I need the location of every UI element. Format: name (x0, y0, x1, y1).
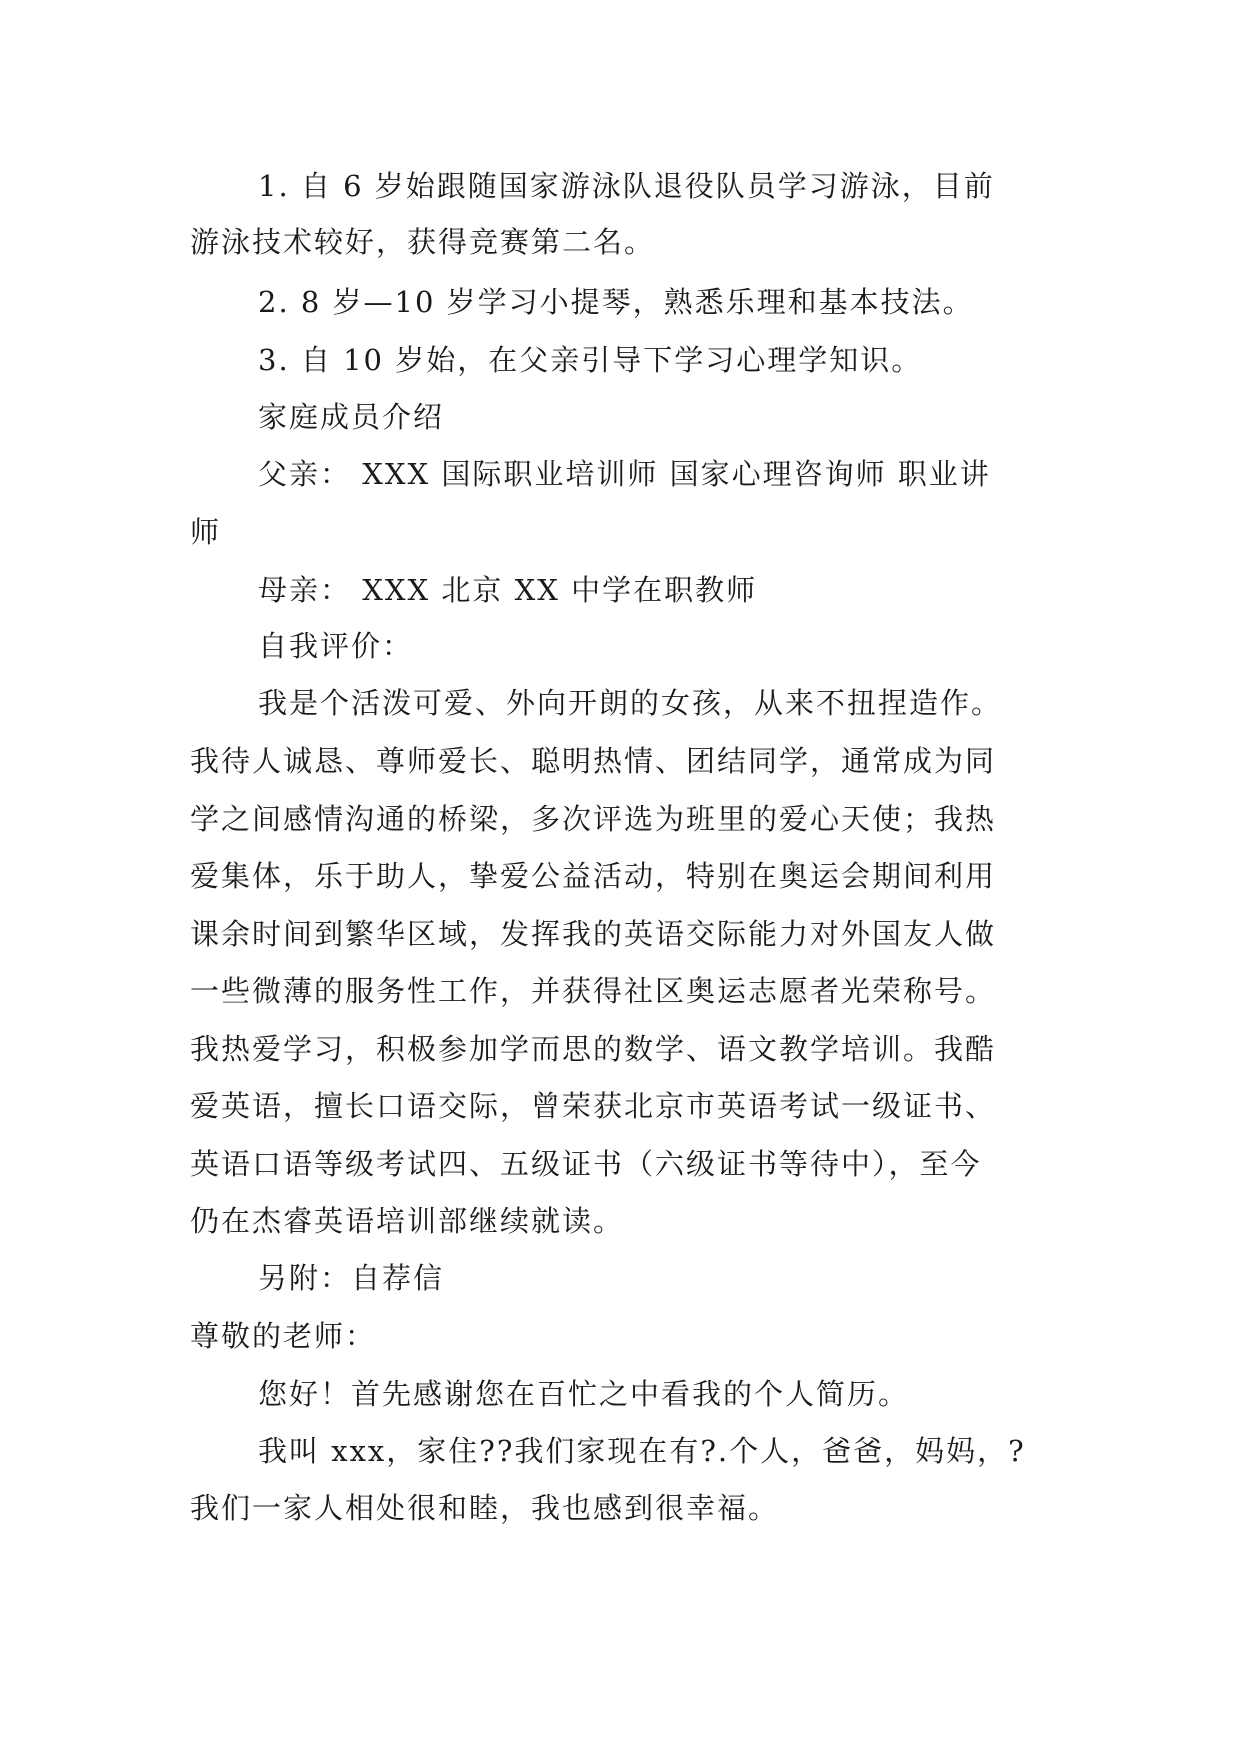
text-line-mother: 母亲： XXX 北京 XX 中学在职教师 (258, 573, 758, 607)
section-heading-family: 家庭成员介绍 (258, 400, 445, 434)
text-line-eval-9: 英语口语等级考试四、五级证书（六级证书等待中），至今 (190, 1147, 982, 1181)
text-line-1: 1. 自 6 岁始跟随国家游泳队退役队员学习游泳，目前 (258, 169, 995, 203)
text-line-eval-4: 爱集体，乐于助人，挚爱公益活动，特别在奥运会期间利用 (190, 859, 997, 893)
text-line-4: 3. 自 10 岁始，在父亲引导下学习心理学知识。 (258, 343, 923, 377)
text-line-eval-7: 我热爱学习，积极参加学而思的数学、语文教学培训。我酷 (190, 1032, 997, 1066)
letter-line-1: 您好！首先感谢您在百忙之中看我的个人简历。 (258, 1377, 910, 1411)
letter-line-3: 我们一家人相处很和睦，我也感到很幸福。 (190, 1491, 780, 1525)
letter-line-2: 我叫 xxx，家住??我们家现在有?.个人，爸爸，妈妈，? (258, 1434, 1026, 1468)
text-line-father-cont: 师 (190, 515, 222, 549)
letter-salutation: 尊敬的老师： (190, 1319, 377, 1353)
text-line-eval-6: 一些微薄的服务性工作，并获得社区奥运志愿者光荣称号。 (190, 974, 997, 1008)
text-line-2: 游泳技术较好，获得竞赛第二名。 (190, 225, 656, 259)
text-line-father: 父亲： XXX 国际职业培训师 国家心理咨询师 职业讲 (258, 457, 991, 491)
text-line-eval-2: 我待人诚恳、尊师爱长、聪明热情、团结同学，通常成为同 (190, 744, 997, 778)
text-line-eval-10: 仍在杰睿英语培训部继续就读。 (190, 1204, 625, 1238)
text-line-eval-1: 我是个活泼可爱、外向开朗的女孩，从来不扭捏造作。 (258, 686, 1003, 720)
text-line-3: 2. 8 岁—10 岁学习小提琴，熟悉乐理和基本技法。 (258, 285, 974, 319)
text-line-attachment: 另附：自荐信 (258, 1261, 445, 1295)
text-line-eval-3: 学之间感情沟通的桥梁，多次评选为班里的爱心天使；我热 (190, 802, 997, 836)
section-heading-self-evaluation: 自我评价： (258, 629, 414, 663)
text-line-eval-8: 爱英语，擅长口语交际，曾荣获北京市英语考试一级证书、 (190, 1089, 997, 1123)
text-line-eval-5: 课余时间到繁华区域，发挥我的英语交际能力对外国友人做 (190, 917, 997, 951)
